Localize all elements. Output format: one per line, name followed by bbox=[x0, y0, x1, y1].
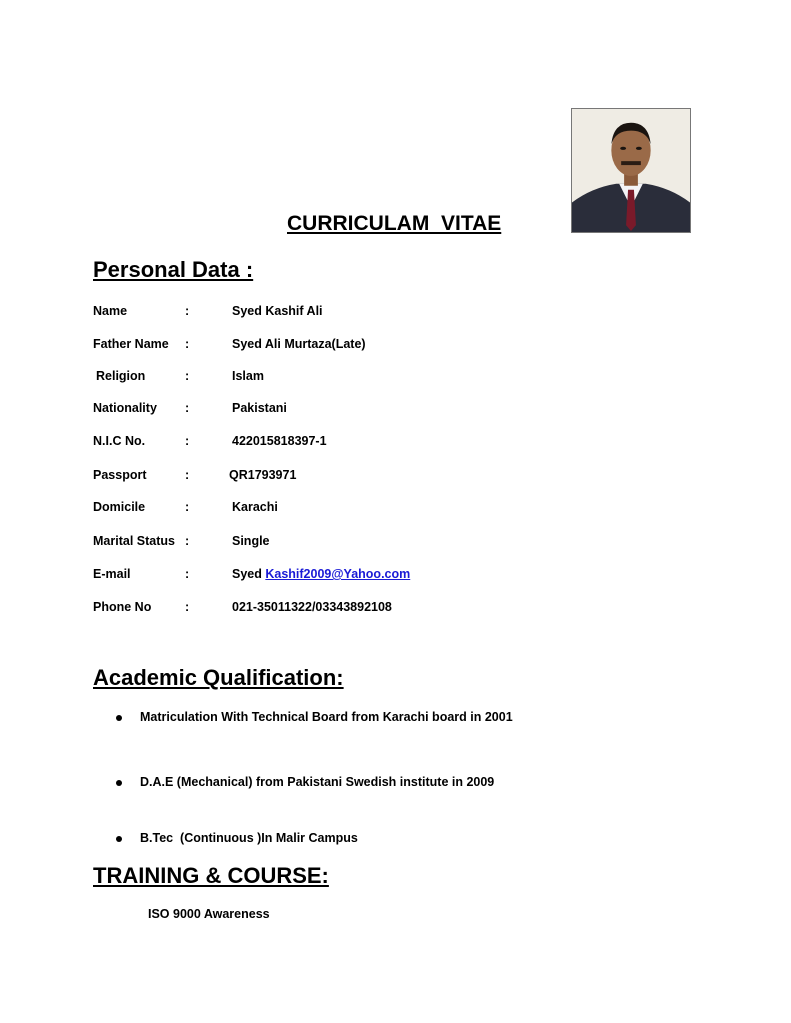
field-value-text: QR1793971 bbox=[229, 468, 297, 482]
personal-data-heading: Personal Data : bbox=[93, 257, 254, 282]
field-value bbox=[232, 567, 410, 581]
field-value-text: Karachi bbox=[232, 500, 278, 514]
document-title: CURRICULAM VITAE bbox=[287, 212, 502, 235]
field-value-text: 422015818397-1 bbox=[232, 434, 327, 448]
field-value bbox=[232, 369, 264, 383]
field-value bbox=[232, 304, 323, 318]
field-colon: : bbox=[185, 600, 190, 614]
field-colon: : bbox=[185, 401, 190, 415]
field-colon: : bbox=[185, 304, 190, 318]
field-value bbox=[232, 500, 278, 514]
academic-item-text: D.A.E (Mechanical) from Pakistani Swedish institute in 2009 bbox=[140, 775, 495, 789]
field-value-text: Pakistani bbox=[232, 401, 287, 415]
field-label: Religion bbox=[96, 369, 146, 383]
email-link[interactable]: Kashif2009@Yahoo.com bbox=[265, 567, 411, 581]
bullet-icon bbox=[116, 715, 122, 721]
academic-heading: Academic Qualification: bbox=[93, 665, 344, 690]
field-value-text: Syed bbox=[232, 567, 266, 581]
field-label: Passport bbox=[93, 468, 147, 482]
field-value-text: Single bbox=[232, 534, 270, 548]
field-colon: : bbox=[185, 534, 190, 548]
field-label: E-mail bbox=[93, 567, 131, 581]
field-label: Phone No bbox=[93, 600, 152, 614]
field-label: Nationality bbox=[93, 401, 157, 415]
academic-item-text: B.Tec (Continuous )In Malir Campus bbox=[140, 831, 358, 845]
field-value bbox=[232, 434, 327, 448]
field-label: Marital Status bbox=[93, 534, 175, 548]
field-colon: : bbox=[185, 369, 190, 383]
field-value bbox=[232, 401, 287, 415]
field-value bbox=[232, 337, 366, 351]
field-label: N.I.C No. bbox=[93, 434, 146, 448]
field-label: Name bbox=[93, 304, 128, 318]
field-value-text: Syed Kashif Ali bbox=[232, 304, 323, 318]
field-value-text: 021-35011322/03343892108 bbox=[232, 600, 392, 614]
training-heading: TRAINING & COURSE: bbox=[93, 863, 329, 888]
field-value bbox=[229, 468, 296, 482]
field-colon: : bbox=[185, 468, 190, 482]
academic-item-text: Matriculation With Technical Board from Karachi board in 2001 bbox=[140, 710, 513, 724]
profile-photo bbox=[571, 108, 691, 233]
field-value bbox=[232, 534, 270, 548]
field-label: Father Name bbox=[93, 337, 169, 351]
field-colon: : bbox=[185, 567, 190, 581]
bullet-icon bbox=[116, 780, 122, 786]
field-value-text: Syed Ali Murtaza(Late) bbox=[232, 337, 366, 351]
training-item: ISO 9000 Awareness bbox=[148, 907, 270, 921]
field-colon: : bbox=[185, 500, 190, 514]
field-colon: : bbox=[185, 434, 190, 448]
field-value-text: Islam bbox=[232, 369, 264, 383]
field-label: Domicile bbox=[93, 500, 146, 514]
bullet-icon bbox=[116, 836, 122, 842]
field-value bbox=[232, 600, 392, 614]
field-colon: : bbox=[185, 337, 190, 351]
